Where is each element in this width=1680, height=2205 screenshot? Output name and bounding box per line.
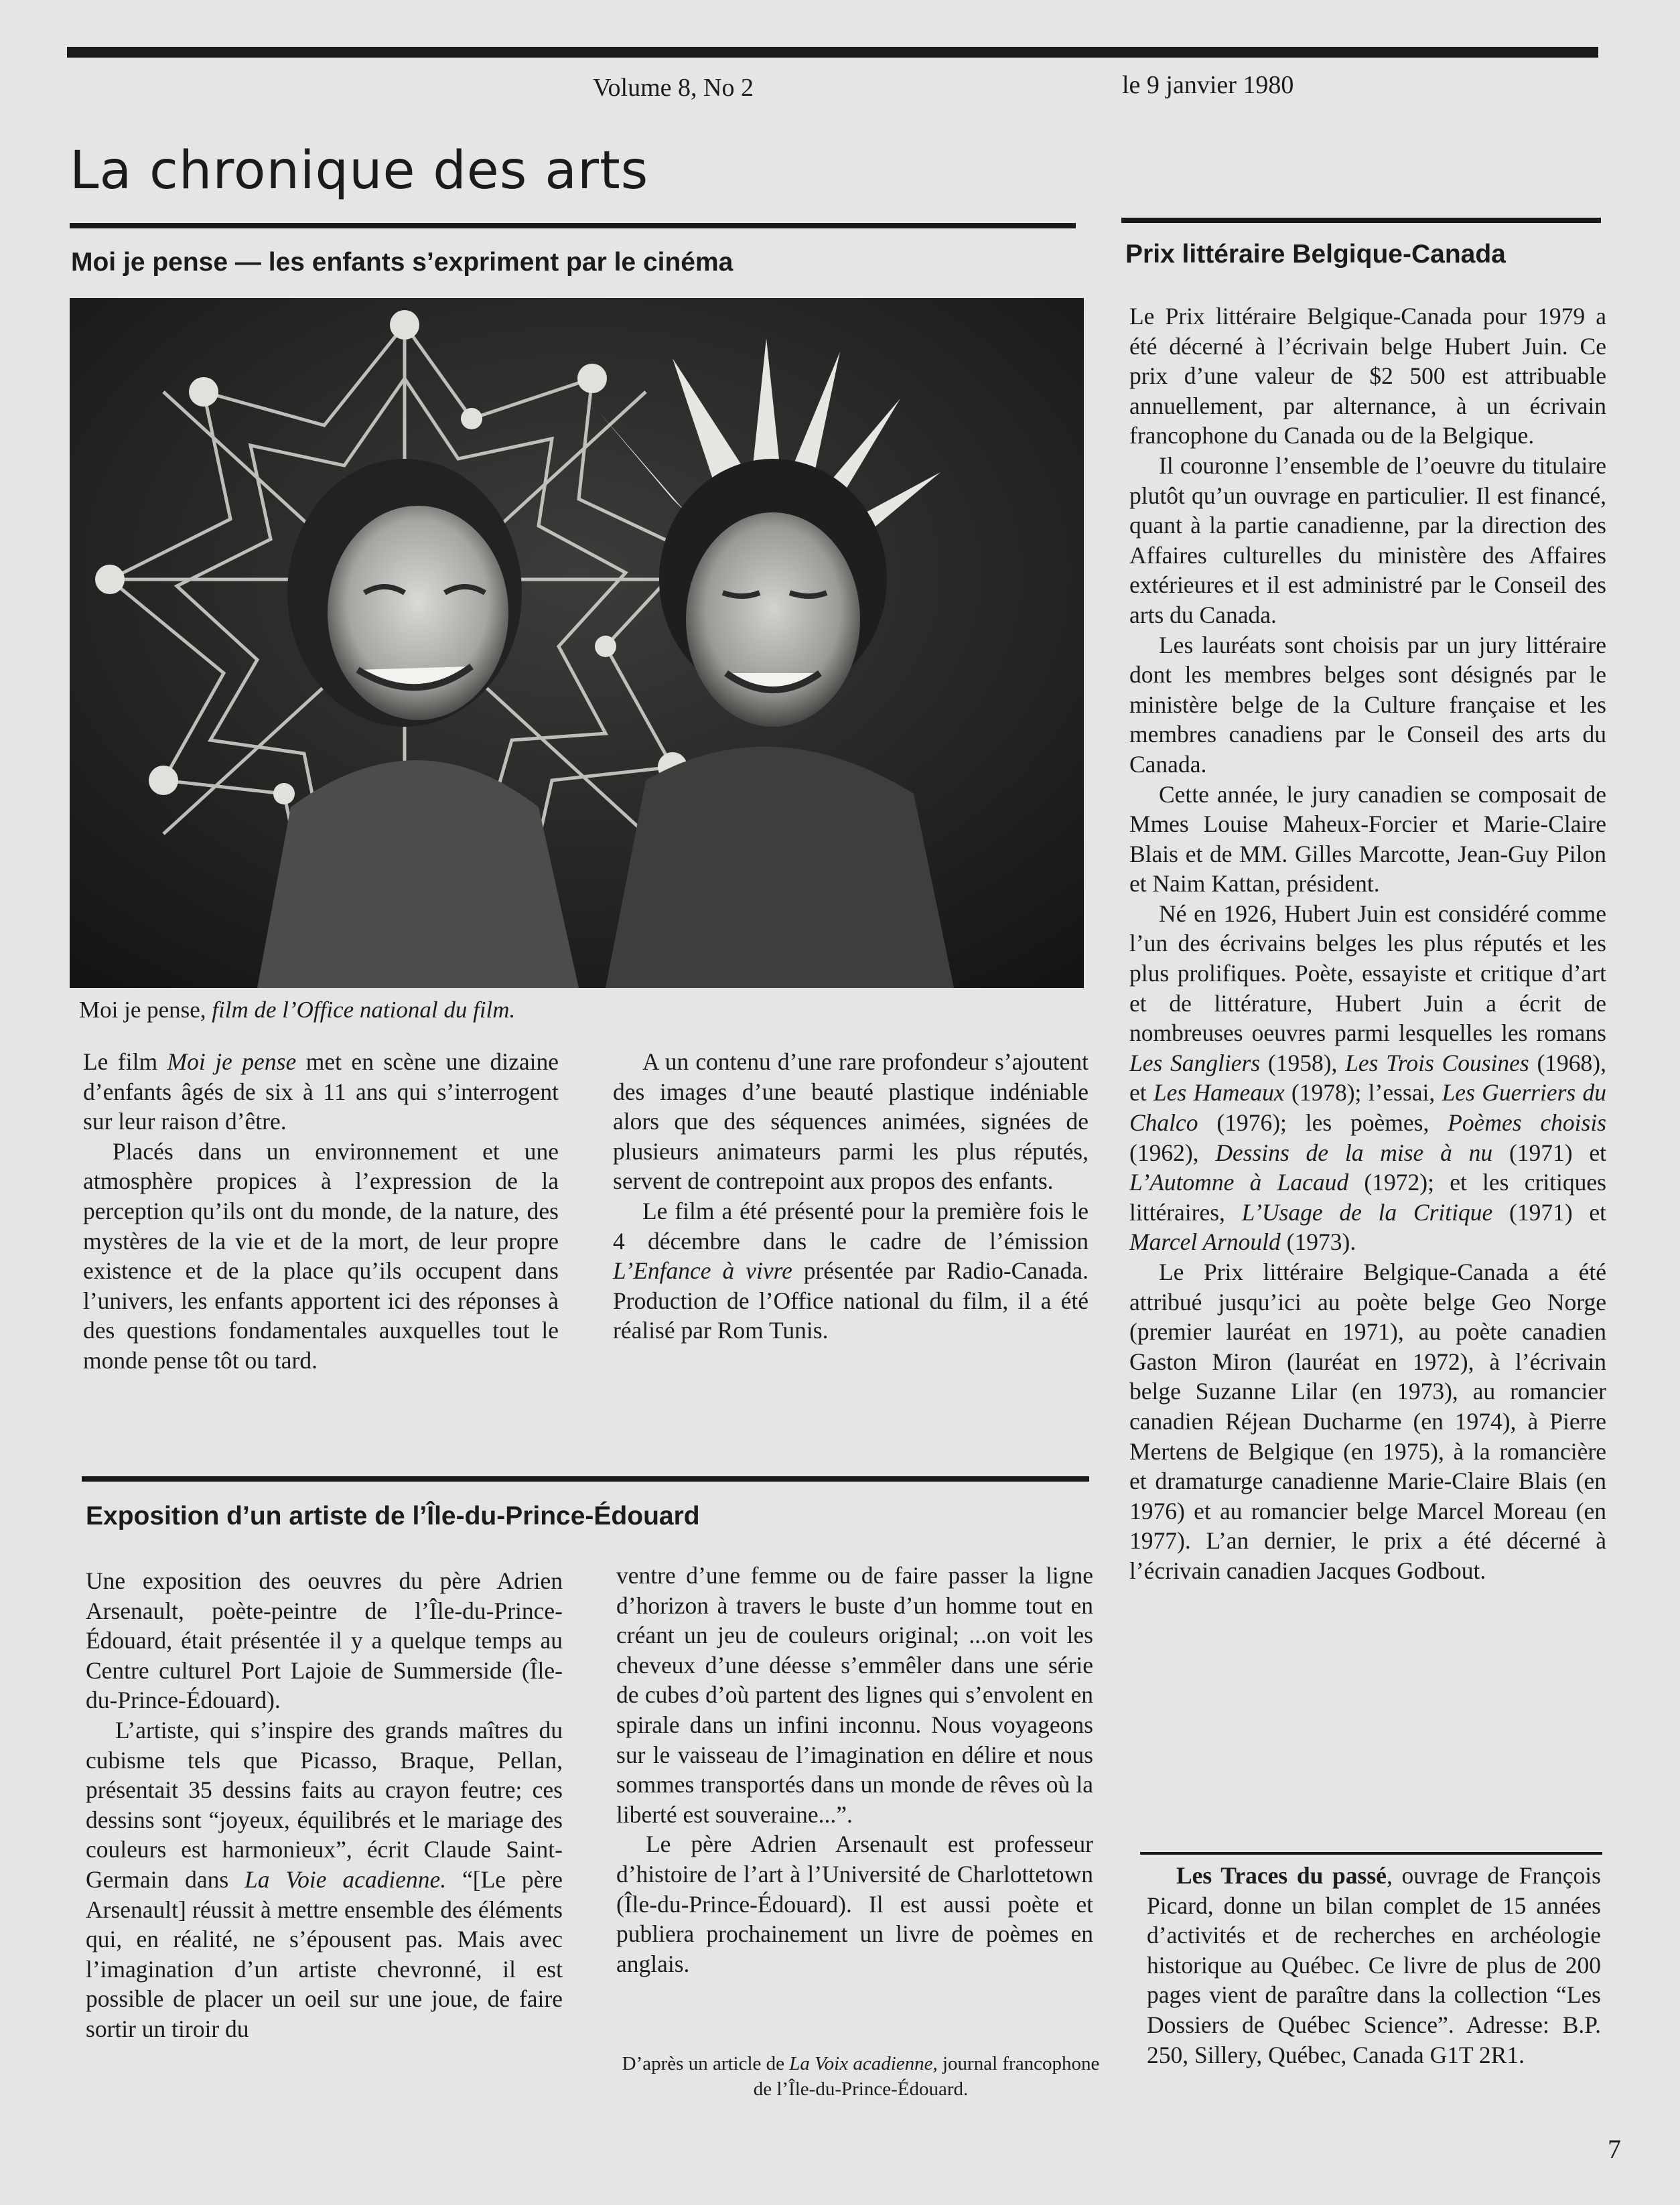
expo-source-credit: D’après un article de La Voix acadienne, journal francophone de l’Île-du-Prince-Édouard. <box>622 2053 1100 2100</box>
masthead-title: La chronique des arts <box>70 141 649 201</box>
top-rule <box>67 47 1598 58</box>
prix-paragraph: Il couronne l’ensemble de l’oeuvre du titulaire plutôt qu’un ouvrage en particulier. Il est financé, quant à la partie canadienne, par la direction des Affaires culturelles du ministère des Affaires extérieures et il est administré par le Conseil des arts du Canada. <box>1129 451 1606 628</box>
traces-title: Les Traces du passé <box>1176 1862 1387 1889</box>
photo-caption <box>79 995 515 1025</box>
expo-column-1 <box>86 1566 563 2044</box>
traces-column <box>1147 1861 1601 2070</box>
caption-title: Moi je pense, <box>79 997 206 1023</box>
expo-paragraph: Le père Adrien Arsenault est professeur d’histoire de l’art à l’Université de Charlottetown (Île-du-Prince-Édouard). Il est aussi poète et publiera prochainement un livre de poèmes en anglais. <box>616 1831 1093 1977</box>
film-column-2 <box>613 1047 1089 1346</box>
traces-paragraph: Les Traces du passé, ouvrage de François Picard, donne un bilan complet de 15 années d’activités et de recherches en archéologie historique au Québec. Ce livre de plus de 200 pages vient de paraître dans la collection “Les Dossiers de Québec Science”. Adresse: B.P. 250, Sillery, Québec, Canada G1T 2R1. <box>1147 1862 1601 2068</box>
film-paragraph: Le film Moi je pense met en scène une dizaine d’enfants âgés de six à 11 ans qui s’interrogent sur leur raison d’être. <box>83 1048 559 1135</box>
expo-column-2 <box>616 1561 1093 1979</box>
page-number: 7 <box>1608 2134 1621 2164</box>
prix-paragraph: Les lauréats sont choisis par un jury littéraire dont les membres belges sont désignés par le ministère belge de la Culture française et les membres canadiens par le Conseil des arts du Canada. <box>1129 631 1606 778</box>
prix-paragraph: Né en 1926, Hubert Juin est considéré comme l’un des écrivains belges les plus réputés et les plus prolifiques. Poète, essayiste et critique d’art et de littérature, Hubert Juin a écrit de nombreuses oeuvres parmi lesquelles les romans Les Sangliers (1958), Les Trois Cousines (1968), et Les Hameaux (1978); l’essai, Les Guerriers du Chalco (1976); les poèmes, Poèmes choisis (1962), Dessins de la mise à nu (1971) et L’Automne à Lacaud (1972); et les critiques littéraires, L’Usage de la Critique (1971) et Marcel Arnould (1973). <box>1129 900 1607 1256</box>
prix-column <box>1129 301 1606 1586</box>
expo-rule <box>82 1476 1089 1482</box>
expo-paragraph: Une exposition des oeuvres du père Adrien Arsenault, poète-peintre de l’Île-du-Prince-Édouard, était présentée il y a quelque temps au Centre culturel Port Lajoie de Summerside (Île-du-Prince-Édouard). <box>86 1567 563 1714</box>
film-paragraph: A un contenu d’une rare profondeur s’ajoutent des images d’une beauté plastique indéniable alors que des séquences animées, signées de plusieurs animateurs parmi les plus réputés, servent de contrepoint aux propos des enfants. <box>613 1048 1089 1195</box>
prix-paragraph: Cette année, le jury canadien se composait de Mmes Louise Maheux-Forcier et Marie-Claire Blais et de MM. Gilles Marcotte, Jean-Guy Pilon et Naim Kattan, président. <box>1129 780 1606 898</box>
caption-rest: film de l’Office national du film. <box>206 997 516 1023</box>
traces-rule <box>1140 1852 1602 1855</box>
film-paragraph: Le film a été présenté pour la première fois le 4 décembre dans le cadre de l’émission L’Enfance à vivre présentée par Radio-Canada. Production de l’Office national du film, il a été réalisé par Rom Tunis. <box>613 1197 1089 1344</box>
volume-number: Volume 8, No 2 <box>593 74 754 102</box>
expo-paragraph: ventre d’une femme ou de faire passer la ligne d’horizon à travers le buste d’un homme tout en créant un jeu de couleurs original; ...on voit les cheveux d’une déesse s’emmêler dans une série de cubes d’où partent des lignes qui s’envolent en spirale dans un infini inconnu. Nous voyageons sur le vaisseau de l’imagination en délire et nous sommes transportés dans un monde de rêves où la liberté est souveraine...”. <box>616 1562 1093 1828</box>
prix-paragraph: Le Prix littéraire Belgique-Canada a été attribué jusqu’ici au poète belge Geo Norge (premier lauréat en 1971), au poète canadien Gaston Miron (lauréat en 1972), à l’écrivain belge Suzanne Lilar (en 1973), au romancier canadien Réjean Ducharme (en 1974), à Pierre Mertens de Belgique (en 1975), à la romancière et dramaturge canadienne Marie-Claire Blais (en 1976) et au romancier belge Marcel Moreau (en 1977). L’an dernier, le prix a été décerné à l’écrivain canadien Jacques Godbout. <box>1129 1259 1606 1584</box>
film-paragraph: Placés dans un environnement et une atmosphère propices à l’expression de la perception qu’ils ont du monde, de la nature, des mystères de la vie et de la mort, de leur propre existence et de la place qu’ils occupent dans l’univers, les enfants apportent ici des réponses à des questions fondamentales auxquelles tout le monde pense tôt ou tard. <box>83 1137 559 1374</box>
prix-paragraph: Le Prix littéraire Belgique-Canada pour 1979 a été décerné à l’écrivain belge Hubert Juin. Ce prix d’une valeur de $2 500 est attribuable annuellement, par alternance, à un écrivain francophone du Canada ou de la Belgique. <box>1129 303 1606 449</box>
issue-date: le 9 janvier 1980 <box>1122 71 1294 99</box>
prix-rule <box>1121 218 1601 223</box>
film-photo <box>70 298 1084 988</box>
film-column-1 <box>83 1047 559 1376</box>
children-photo-icon <box>70 298 1084 988</box>
prix-headline: Prix littéraire Belgique-Canada <box>1125 240 1506 269</box>
film-headline: Moi je pense — les enfants s’expriment par le cinéma <box>71 248 733 277</box>
film-rule <box>70 223 1076 228</box>
expo-paragraph: L’artiste, qui s’inspire des grands maîtres du cubisme tels que Picasso, Braque, Pellan, présentait 35 dessins faits au crayon feutre; ces dessins sont “joyeux, équilibrés et le mariage des couleurs est harmonieux”, écrit Claude Saint-Germain dans La Voie acadienne. “[Le père Arsenault] réussit à mettre ensemble des éléments qui, en réalité, ne s’épousent pas. Mais avec l’imagination d’un artiste chevronné, il est possible de placer un oeil sur une joue, de faire sortir un tiroir du <box>86 1716 563 2042</box>
expo-headline: Exposition d’un artiste de l’Île-du-Prince-Édouard <box>86 1502 700 1531</box>
